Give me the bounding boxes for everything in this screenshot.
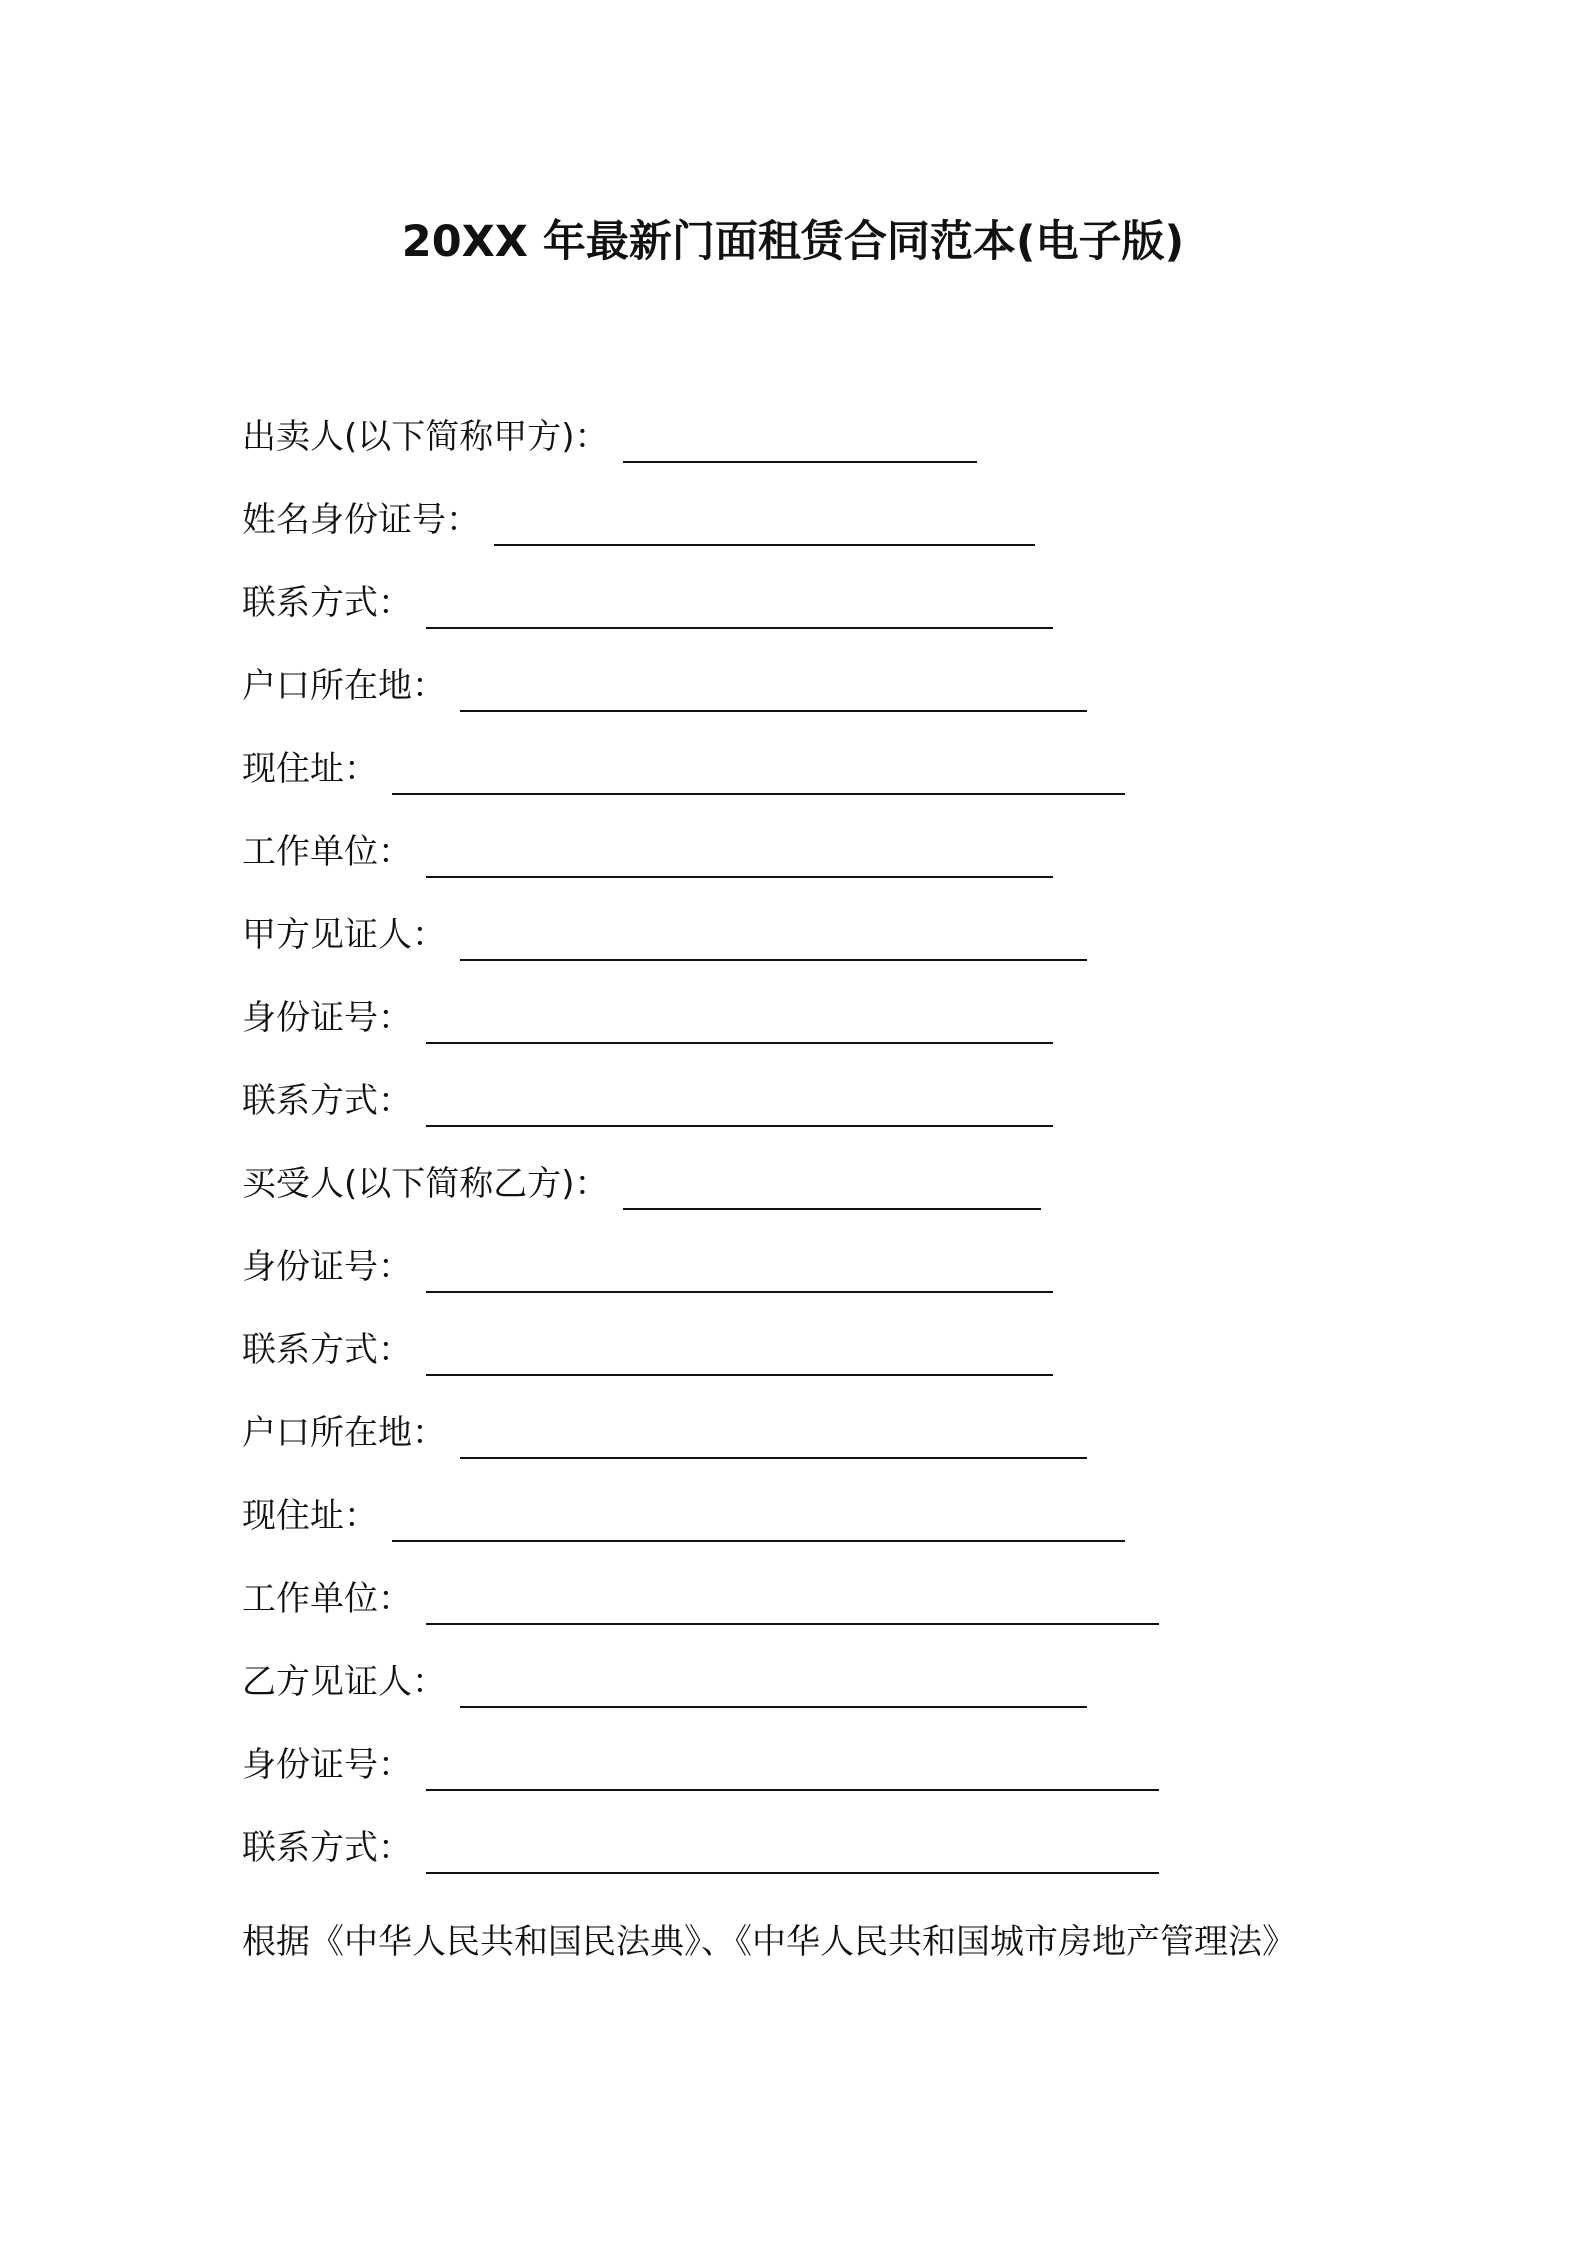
blank-fill-line[interactable] — [392, 735, 1125, 795]
field-buyer-address — [242, 1486, 1392, 1569]
closing-paragraph: 根据《中华人民共和国民法典》、《中华人民共和国城市房地产管理法》 — [242, 1922, 1296, 1962]
field-label: 身份证号： — [242, 998, 412, 1038]
field-seller — [242, 407, 1392, 490]
field-label: 甲方见证人： — [242, 915, 446, 955]
field-buyer — [242, 1154, 1392, 1237]
field-buyer-witness-contact — [242, 1818, 1392, 1901]
blank-fill-line[interactable] — [460, 1648, 1087, 1708]
field-seller-witness-contact — [242, 1071, 1392, 1154]
field-label: 工作单位： — [242, 1579, 412, 1619]
field-buyer-employer — [242, 1569, 1392, 1652]
field-label: 乙方见证人： — [242, 1662, 446, 1702]
field-buyer-witness-id — [242, 1735, 1392, 1818]
blank-fill-line[interactable] — [426, 1067, 1053, 1127]
field-label: 户口所在地： — [242, 1413, 446, 1453]
field-label: 姓名身份证号： — [242, 500, 480, 540]
blank-fill-line[interactable] — [460, 901, 1087, 961]
blank-fill-line[interactable] — [426, 818, 1053, 878]
blank-fill-line[interactable] — [426, 1316, 1053, 1376]
field-label: 现住址： — [242, 749, 378, 789]
field-buyer-witness — [242, 1652, 1392, 1735]
field-label: 联系方式： — [242, 1081, 412, 1121]
field-label: 买受人(以下简称乙方)： — [242, 1164, 609, 1204]
blank-fill-line[interactable] — [623, 1150, 1041, 1210]
field-label: 出卖人(以下简称甲方)： — [242, 417, 609, 457]
field-label: 联系方式： — [242, 1828, 412, 1868]
blank-fill-line[interactable] — [426, 569, 1053, 629]
field-label: 工作单位： — [242, 832, 412, 872]
field-label: 户口所在地： — [242, 666, 446, 706]
field-seller-employer — [242, 822, 1392, 905]
blank-fill-line[interactable] — [426, 1233, 1053, 1293]
document-title: 20XX 年最新门面租赁合同范本(电子版) — [401, 217, 1185, 267]
field-buyer-id — [242, 1237, 1392, 1320]
field-label: 身份证号： — [242, 1247, 412, 1287]
blank-fill-line[interactable] — [392, 1482, 1125, 1542]
blank-fill-line[interactable] — [426, 1731, 1159, 1791]
contract-fields — [242, 407, 1392, 1901]
field-label: 身份证号： — [242, 1745, 412, 1785]
blank-fill-line[interactable] — [426, 984, 1053, 1044]
blank-fill-line[interactable] — [623, 403, 977, 463]
blank-fill-line[interactable] — [494, 486, 1035, 546]
field-seller-id — [242, 490, 1392, 573]
blank-fill-line[interactable] — [460, 1399, 1087, 1459]
field-seller-hukou — [242, 656, 1392, 739]
field-label: 现住址： — [242, 1496, 378, 1536]
blank-fill-line[interactable] — [426, 1565, 1159, 1625]
field-seller-address — [242, 739, 1392, 822]
blank-fill-line[interactable] — [426, 1814, 1159, 1874]
field-seller-witness — [242, 905, 1392, 988]
field-seller-contact — [242, 573, 1392, 656]
field-label: 联系方式： — [242, 1330, 412, 1370]
field-buyer-hukou — [242, 1403, 1392, 1486]
blank-fill-line[interactable] — [460, 652, 1087, 712]
field-buyer-contact — [242, 1320, 1392, 1403]
field-label: 联系方式： — [242, 583, 412, 623]
field-seller-witness-id — [242, 988, 1392, 1071]
